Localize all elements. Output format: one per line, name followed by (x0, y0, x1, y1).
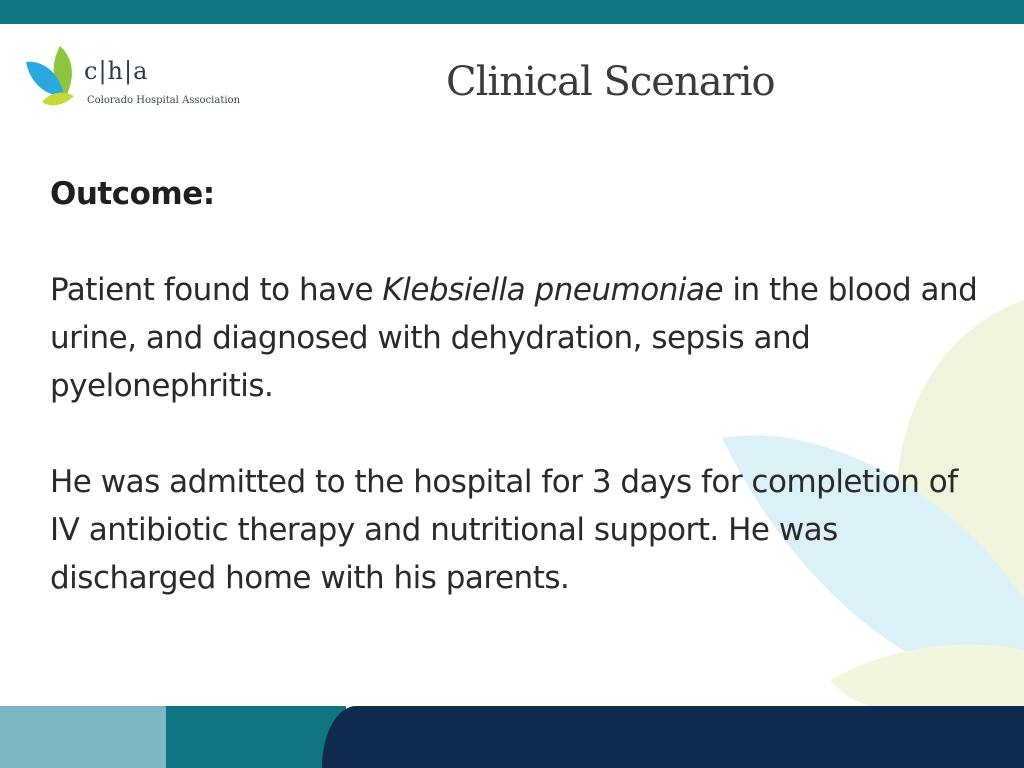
logo-letters: c|h|a (84, 57, 149, 85)
bottom-bar-navy-segment (322, 706, 1024, 768)
logo-org-name: Colorado Hospital Association (87, 95, 241, 106)
leaf-logo-icon (24, 44, 80, 108)
cha-logo (24, 44, 241, 110)
spacer (50, 410, 990, 458)
outcome-heading: Outcome: (50, 176, 215, 212)
pale-yellow-leaf (830, 644, 1024, 706)
bottom-accent-bar (0, 706, 1024, 768)
bottom-bar-light-segment (0, 706, 166, 768)
outcome-paragraph-1 (50, 266, 990, 410)
slide-body (50, 170, 990, 602)
organism-name: Klebsiella pneumoniae (382, 272, 724, 308)
page-title: Clinical Scenario (446, 59, 775, 105)
para1-text-end: in the blood and urine, and diagnosed with dehydration, sepsis and pyelonephritis. (50, 272, 978, 404)
spacer (50, 218, 990, 266)
outcome-paragraph-2: He was admitted to the hospital for 3 days for completion of IV antibiotic therapy and nutritional support. He was discharged home with his parents. (50, 464, 958, 596)
para1-text-start: Patient found to have (50, 272, 383, 308)
bottom-bar-teal-segment (166, 706, 346, 768)
